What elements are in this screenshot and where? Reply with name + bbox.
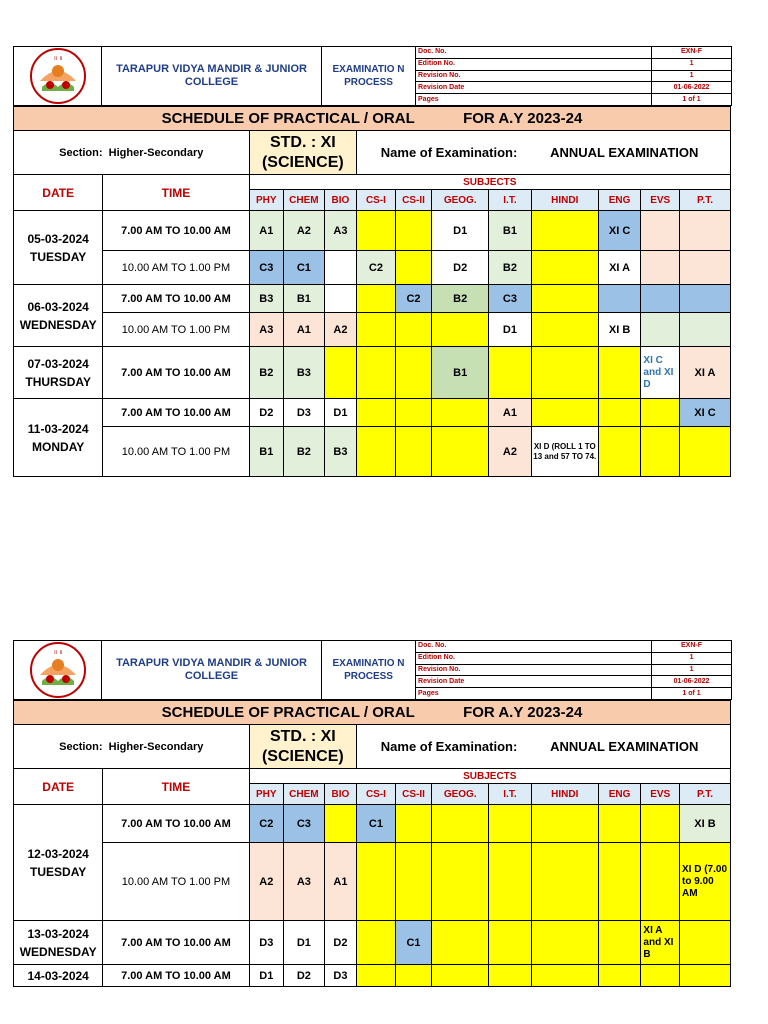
batch-cell: [531, 843, 598, 921]
batch-cell: A3: [284, 843, 325, 921]
std-cell: [249, 131, 357, 175]
title-text: SCHEDULE OF PRACTICAL / ORAL: [161, 110, 415, 127]
exam-label: Name of Examination:: [380, 739, 518, 754]
date-value: 13-03-2024: [27, 926, 89, 941]
date-cell: [14, 211, 103, 285]
subject-header: HINDI: [531, 190, 598, 211]
batch-cell: C1: [284, 251, 325, 285]
weekday-value: WEDNESDAY: [19, 317, 97, 332]
time-header: TIME: [103, 769, 249, 805]
meta-value: 1: [652, 70, 732, 82]
batch-cell: B2: [284, 427, 325, 477]
section-label: Section:: [59, 146, 103, 159]
date-cell: [14, 399, 103, 477]
batch-cell: B1: [432, 347, 489, 399]
subject-header: CS-I: [357, 784, 396, 805]
date-header: DATE: [14, 769, 103, 805]
batch-cell: [598, 843, 641, 921]
subject-header: PHY: [249, 784, 284, 805]
batch-cell: [489, 347, 532, 399]
subject-header: CHEM: [284, 190, 325, 211]
batch-cell: [489, 921, 532, 965]
batch-cell: C3: [249, 251, 284, 285]
batch-cell: B3: [324, 427, 356, 477]
schedule-grid: [13, 106, 731, 477]
section-cell: [14, 131, 250, 175]
subject-header: ENG: [598, 190, 641, 211]
batch-cell: [357, 921, 396, 965]
subject-header: CS-II: [395, 190, 432, 211]
batch-cell: [357, 843, 396, 921]
batch-cell: D2: [324, 921, 356, 965]
process-name: EXAMINATIO N PROCESS: [322, 47, 416, 106]
batch-cell: A3: [324, 211, 356, 251]
batch-cell: [395, 399, 432, 427]
batch-cell: [641, 843, 680, 921]
batch-cell: [432, 843, 489, 921]
batch-cell: [324, 805, 356, 843]
batch-cell: B1: [284, 285, 325, 313]
meta-label: Revision Date: [416, 82, 652, 94]
batch-cell: [489, 843, 532, 921]
batch-cell: A2: [489, 427, 532, 477]
exam-cell: [357, 131, 731, 175]
exam-value: ANNUAL EXAMINATION: [550, 739, 699, 754]
batch-cell: [395, 313, 432, 347]
weekday-value: WEDNESDAY: [19, 944, 97, 959]
exam-value: ANNUAL EXAMINATION: [550, 145, 699, 160]
batch-cell: [641, 805, 680, 843]
batch-cell: [641, 399, 680, 427]
batch-cell: [357, 347, 396, 399]
table-row: [14, 285, 731, 313]
section-label: Section:: [59, 740, 103, 753]
date-value: 14-03-2024: [27, 968, 89, 983]
batch-cell: D1: [249, 965, 284, 987]
section-value: Higher-Secondary: [108, 740, 204, 753]
batch-cell: [641, 965, 680, 987]
time-slot: 7.00 AM TO 10.00 AM: [103, 347, 249, 399]
batch-cell: [395, 427, 432, 477]
batch-cell: [641, 285, 680, 313]
table-row: [14, 965, 731, 987]
batch-cell: [598, 921, 641, 965]
date-cell: [14, 285, 103, 347]
process-name: EXAMINATIO N PROCESS: [322, 641, 416, 700]
batch-cell: [357, 285, 396, 313]
batch-cell: A2: [324, 313, 356, 347]
batch-cell: [680, 285, 731, 313]
subject-header: ENG: [598, 784, 641, 805]
meta-label: Pages: [416, 688, 652, 700]
subject-header: CHEM: [284, 784, 325, 805]
subject-header: GEOG.: [432, 190, 489, 211]
meta-value: 01-06-2022: [652, 676, 732, 688]
batch-cell: [357, 427, 396, 477]
batch-cell: [531, 399, 598, 427]
batch-cell: [432, 805, 489, 843]
batch-cell: [531, 347, 598, 399]
weekday-value: THURSDAY: [25, 374, 91, 389]
batch-cell: [395, 843, 432, 921]
table-row: [14, 921, 731, 965]
subject-header: I.T.: [489, 190, 532, 211]
time-slot: 10.00 AM TO 1.00 PM: [103, 427, 249, 477]
section-cell: [14, 725, 250, 769]
table-row: [14, 427, 731, 477]
batch-cell: [598, 427, 641, 477]
batch-cell: [598, 399, 641, 427]
batch-cell: C3: [284, 805, 325, 843]
batch-cell: C1: [357, 805, 396, 843]
batch-cell: [357, 211, 396, 251]
batch-cell: [432, 313, 489, 347]
batch-cell: B2: [432, 285, 489, 313]
batch-cell: [531, 921, 598, 965]
batch-cell: C3: [489, 285, 532, 313]
batch-cell: [531, 805, 598, 843]
batch-cell: C2: [249, 805, 284, 843]
subject-header: EVS: [641, 784, 680, 805]
batch-cell: B1: [249, 427, 284, 477]
batch-cell: [432, 427, 489, 477]
std-line2: (SCIENCE): [261, 153, 344, 171]
batch-cell: [531, 313, 598, 347]
batch-cell: A1: [489, 399, 532, 427]
batch-cell: XI D (ROLL 1 TO 13 and 57 TO 74.: [531, 427, 598, 477]
school-emblem-icon: [28, 641, 88, 699]
time-slot: 7.00 AM TO 10.00 AM: [103, 399, 249, 427]
date-cell: [14, 805, 103, 921]
meta-label: Revision No.: [416, 664, 652, 676]
year-text: FOR A.Y 2023-24: [463, 704, 583, 721]
time-slot: 10.00 AM TO 1.00 PM: [103, 251, 249, 285]
batch-cell: [395, 347, 432, 399]
batch-cell: XI D (7.00 to 9.00 AM: [680, 843, 731, 921]
batch-cell: XI C: [680, 399, 731, 427]
table-row: [14, 805, 731, 843]
time-slot: 7.00 AM TO 10.00 AM: [103, 285, 249, 313]
batch-cell: [641, 251, 680, 285]
std-line2: (SCIENCE): [261, 747, 344, 765]
school-emblem-icon: [28, 47, 88, 105]
batch-cell: A2: [249, 843, 284, 921]
batch-cell: XI B: [680, 805, 731, 843]
batch-cell: XI A: [598, 251, 641, 285]
school-name: TARAPUR VIDYA MANDIR & JUNIOR COLLEGE: [102, 641, 322, 700]
meta-value: 1: [652, 652, 732, 664]
school-logo: [14, 641, 102, 700]
meta-value: 1 of 1: [652, 688, 732, 700]
std-cell: [249, 725, 357, 769]
header-table: [13, 46, 732, 106]
time-slot: 7.00 AM TO 10.00 AM: [103, 805, 249, 843]
table-row: [14, 399, 731, 427]
schedule-title: [14, 107, 731, 131]
meta-value: 1: [652, 664, 732, 676]
table-row: [14, 313, 731, 347]
time-slot: 7.00 AM TO 10.00 AM: [103, 921, 249, 965]
table-row: [14, 347, 731, 399]
time-slot: 7.00 AM TO 10.00 AM: [103, 965, 249, 987]
date-value: 12-03-2024: [27, 846, 89, 861]
batch-cell: [680, 211, 731, 251]
date-cell: [14, 965, 103, 987]
batch-cell: D1: [324, 399, 356, 427]
table-row: [14, 211, 731, 251]
batch-cell: B1: [489, 211, 532, 251]
time-header: TIME: [103, 175, 249, 211]
batch-cell: [680, 427, 731, 477]
batch-cell: D1: [489, 313, 532, 347]
batch-cell: [324, 251, 356, 285]
meta-label: Edition No.: [416, 652, 652, 664]
batch-cell: [357, 313, 396, 347]
std-line1: STD. : XI: [269, 727, 336, 745]
batch-cell: [531, 251, 598, 285]
batch-cell: D2: [432, 251, 489, 285]
batch-cell: D3: [324, 965, 356, 987]
batch-cell: [641, 313, 680, 347]
weekday-value: TUESDAY: [30, 249, 87, 264]
batch-cell: [680, 921, 731, 965]
subject-header: P.T.: [680, 784, 731, 805]
batch-cell: D2: [249, 399, 284, 427]
batch-cell: [395, 211, 432, 251]
batch-cell: [432, 921, 489, 965]
batch-cell: [395, 965, 432, 987]
meta-label: Pages: [416, 94, 652, 106]
svg-text:॥ ॥: ॥ ॥: [52, 55, 63, 62]
weekday-value: TUESDAY: [30, 864, 87, 879]
batch-cell: [357, 399, 396, 427]
year-text: FOR A.Y 2023-24: [463, 110, 583, 127]
batch-cell: [324, 285, 356, 313]
batch-cell: [432, 399, 489, 427]
section-value: Higher-Secondary: [108, 146, 204, 159]
svg-text:॥ ॥: ॥ ॥: [52, 649, 63, 656]
batch-cell: [489, 805, 532, 843]
subject-header: I.T.: [489, 784, 532, 805]
batch-cell: B3: [249, 285, 284, 313]
batch-cell: D2: [284, 965, 325, 987]
meta-value: EXN-F: [652, 641, 732, 653]
batch-cell: [357, 965, 396, 987]
schedule-sheet-1: [13, 46, 731, 477]
subject-header: PHY: [249, 190, 284, 211]
batch-cell: XI C and XI D: [641, 347, 680, 399]
batch-cell: XI C: [598, 211, 641, 251]
subject-header: CS-II: [395, 784, 432, 805]
meta-value: 1 of 1: [652, 94, 732, 106]
batch-cell: D1: [284, 921, 325, 965]
date-header: DATE: [14, 175, 103, 211]
schedule-sheet-2: [13, 640, 731, 987]
batch-cell: C1: [395, 921, 432, 965]
batch-cell: [680, 965, 731, 987]
meta-label: Edition No.: [416, 58, 652, 70]
batch-cell: A2: [284, 211, 325, 251]
meta-label: Doc. No.: [416, 641, 652, 653]
batch-cell: [680, 251, 731, 285]
time-slot: 10.00 AM TO 1.00 PM: [103, 313, 249, 347]
time-slot: 10.00 AM TO 1.00 PM: [103, 843, 249, 921]
batch-cell: B2: [489, 251, 532, 285]
meta-label: Revision Date: [416, 676, 652, 688]
table-row: [14, 843, 731, 921]
batch-cell: [598, 347, 641, 399]
weekday-value: MONDAY: [32, 439, 85, 454]
date-value: 11-03-2024: [27, 421, 89, 436]
subjects-header: SUBJECTS: [249, 769, 730, 784]
batch-cell: [531, 211, 598, 251]
time-slot: 7.00 AM TO 10.00 AM: [103, 211, 249, 251]
school-name: TARAPUR VIDYA MANDIR & JUNIOR COLLEGE: [102, 47, 322, 106]
meta-value: 1: [652, 58, 732, 70]
date-value: 06-03-2024: [27, 299, 89, 314]
subjects-header: SUBJECTS: [249, 175, 730, 190]
subject-header: BIO: [324, 784, 356, 805]
meta-label: Revision No.: [416, 70, 652, 82]
std-line1: STD. : XI: [269, 133, 336, 151]
header-table: [13, 640, 732, 700]
batch-cell: A1: [284, 313, 325, 347]
batch-cell: A1: [324, 843, 356, 921]
date-cell: [14, 921, 103, 965]
subject-header: GEOG.: [432, 784, 489, 805]
batch-cell: [489, 965, 532, 987]
batch-cell: [641, 427, 680, 477]
subject-header: HINDI: [531, 784, 598, 805]
batch-cell: B2: [249, 347, 284, 399]
batch-cell: [531, 285, 598, 313]
subject-header: CS-I: [357, 190, 396, 211]
subject-header: P.T.: [680, 190, 731, 211]
batch-cell: [531, 965, 598, 987]
title-text: SCHEDULE OF PRACTICAL / ORAL: [161, 704, 415, 721]
schedule-grid: [13, 700, 731, 987]
batch-cell: [641, 211, 680, 251]
batch-cell: XI A: [680, 347, 731, 399]
date-value: 05-03-2024: [27, 231, 89, 246]
schedule-title: [14, 701, 731, 725]
batch-cell: [395, 251, 432, 285]
exam-label: Name of Examination:: [380, 145, 518, 160]
subject-header: EVS: [641, 190, 680, 211]
date-value: 07-03-2024: [27, 356, 89, 371]
batch-cell: [395, 805, 432, 843]
batch-cell: [598, 965, 641, 987]
batch-cell: [680, 313, 731, 347]
batch-cell: D1: [432, 211, 489, 251]
school-logo: [14, 47, 102, 106]
meta-value: EXN-F: [652, 47, 732, 59]
batch-cell: [324, 347, 356, 399]
batch-cell: A3: [249, 313, 284, 347]
batch-cell: [432, 965, 489, 987]
batch-cell: [598, 285, 641, 313]
batch-cell: [598, 805, 641, 843]
batch-cell: B3: [284, 347, 325, 399]
batch-cell: XI A and XI B: [641, 921, 680, 965]
batch-cell: D3: [284, 399, 325, 427]
batch-cell: A1: [249, 211, 284, 251]
exam-cell: [357, 725, 731, 769]
meta-value: 01-06-2022: [652, 82, 732, 94]
batch-cell: C2: [395, 285, 432, 313]
table-row: [14, 251, 731, 285]
batch-cell: C2: [357, 251, 396, 285]
subject-header: BIO: [324, 190, 356, 211]
batch-cell: D3: [249, 921, 284, 965]
meta-label: Doc. No.: [416, 47, 652, 59]
date-cell: [14, 347, 103, 399]
batch-cell: XI B: [598, 313, 641, 347]
